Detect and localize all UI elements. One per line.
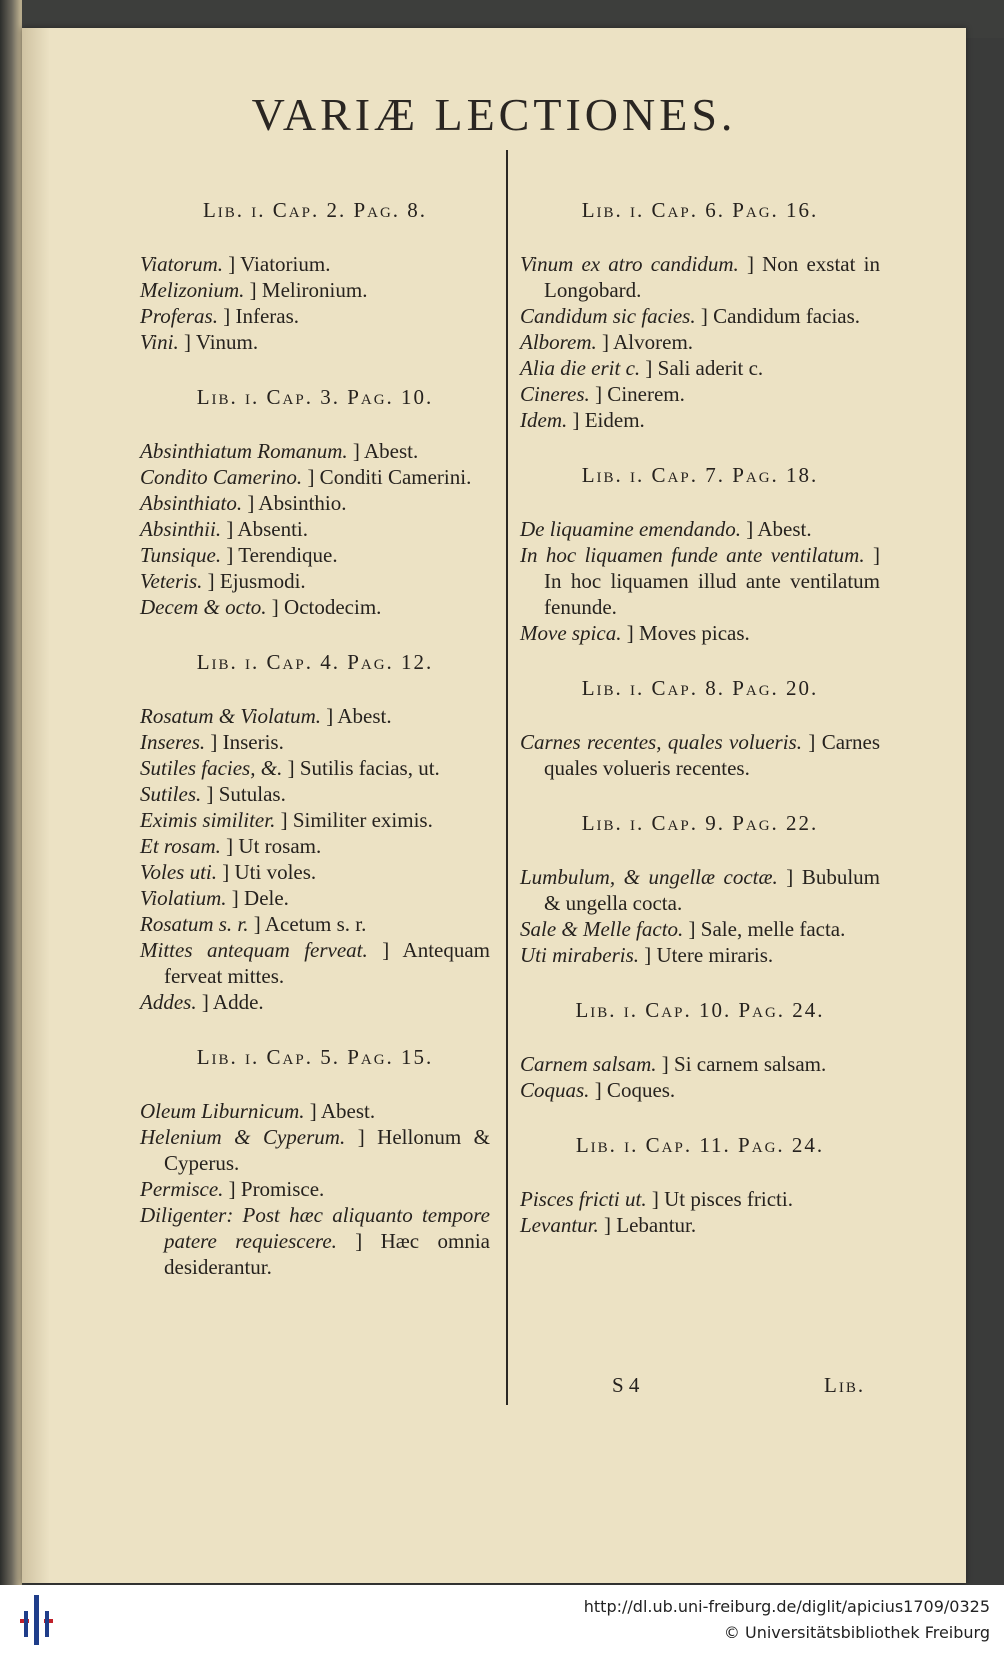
reading-entry xyxy=(140,542,490,568)
reading-entry xyxy=(520,916,880,942)
reading-entry xyxy=(520,729,880,781)
permalink-url[interactable]: http://dl.ub.uni-freiburg.de/diglit/apicius1709/0325 xyxy=(583,1597,990,1616)
book-page xyxy=(22,28,966,1583)
reading: ] In hoc liquamen illud ante ventilatum fenunde. xyxy=(544,543,880,619)
catchword: Lib. xyxy=(824,1373,866,1397)
lemma: Diligenter: Post hæc aliquanto tempore patere requiescere. xyxy=(140,1203,490,1253)
reading: ] Ut rosam. xyxy=(226,834,322,858)
reading-entry xyxy=(140,594,490,620)
column-divider xyxy=(506,150,508,1405)
reading: ] Eidem. xyxy=(572,408,645,432)
lemma: Carnes recentes, quales volueris. xyxy=(520,730,802,754)
lemma: Carnem salsam. xyxy=(520,1052,657,1076)
reading: ] Sali aderit c. xyxy=(645,356,764,380)
section-heading: Lib. i. Cap. 4. Pag. 12. xyxy=(196,650,434,674)
lemma: Permisce. xyxy=(140,1177,224,1201)
section xyxy=(140,1045,490,1280)
lemma: Et rosam. xyxy=(140,834,221,858)
reading: ] Si carnem salsam. xyxy=(661,1052,827,1076)
lemma: Mittes antequam ferveat. xyxy=(140,938,368,962)
reading: ] Sale, melle facta. xyxy=(688,917,846,941)
reading-entry xyxy=(140,329,490,355)
copyright-notice: © Universitätsbibliothek Freiburg xyxy=(723,1623,990,1642)
lemma: Oleum Liburnicum. xyxy=(140,1099,305,1123)
section xyxy=(520,1133,880,1238)
reading: ] Hellonum & Cyperus. xyxy=(164,1125,491,1175)
lemma: Alborem. xyxy=(520,330,597,354)
section-heading: Lib. i. Cap. 11. Pag. 24. xyxy=(575,1133,825,1157)
lemma: Violatium. xyxy=(140,886,227,910)
lemma: Rosatum s. r. xyxy=(140,912,249,936)
reading: ] Abest. xyxy=(746,517,812,541)
reading-entry xyxy=(520,864,880,916)
reading-entry xyxy=(140,251,490,277)
lemma: Veteris. xyxy=(140,569,203,593)
lemma: Viatorum. xyxy=(140,252,224,276)
lemma: Sale & Melle facto. xyxy=(520,917,684,941)
reading-entry xyxy=(140,989,490,1015)
reading: ] Vinum. xyxy=(183,330,259,354)
reading: ] Coques. xyxy=(594,1078,676,1102)
reading-entry xyxy=(520,329,880,355)
reading: ] Octodecim. xyxy=(271,595,382,619)
lemma: Tunsique. xyxy=(140,543,222,567)
reading: ] Candidum facias. xyxy=(700,304,861,328)
reading: ] Sutilis facias, ut. xyxy=(287,756,440,780)
section-heading: Lib. i. Cap. 7. Pag. 18. xyxy=(581,463,819,487)
lemma: Pisces fricti ut. xyxy=(520,1187,647,1211)
reading-entry xyxy=(140,833,490,859)
section xyxy=(520,811,880,968)
lemma: Move spica. xyxy=(520,621,622,645)
reading: ] Hæc omnia desiderantur. xyxy=(164,1229,490,1279)
reading: ] Dele. xyxy=(231,886,289,910)
section xyxy=(520,676,880,781)
lemma: Uti miraberis. xyxy=(520,943,640,967)
footer-bar xyxy=(0,1585,1004,1656)
reading-entry xyxy=(140,464,490,490)
lemma: Candidum sic facies. xyxy=(520,304,696,328)
reading-entry xyxy=(520,516,880,542)
reading-entry xyxy=(520,251,880,303)
lemma: Sutiles. xyxy=(140,782,202,806)
reading: ] Moves picas. xyxy=(626,621,750,645)
reading: ] Melironium. xyxy=(249,278,368,302)
lemma: Proferas. xyxy=(140,304,218,328)
reading-entry xyxy=(140,807,490,833)
lemma: Helenium & Cyperum. xyxy=(140,1125,346,1149)
reading-entry xyxy=(520,303,880,329)
lemma: De liquamine emendando. xyxy=(520,517,742,541)
reading: ] Cinerem. xyxy=(595,382,685,406)
lemma: Sutiles facies, &. xyxy=(140,756,283,780)
section-heading: Lib. i. Cap. 2. Pag. 8. xyxy=(202,198,428,222)
section xyxy=(520,198,880,433)
lemma: Lumbulum, & ungellæ coctæ. xyxy=(520,865,778,889)
reading-entry xyxy=(140,1098,490,1124)
lemma: Absinthiato. xyxy=(140,491,243,515)
reading-entry xyxy=(140,303,490,329)
reading-entry xyxy=(520,407,880,433)
section xyxy=(140,198,490,355)
section xyxy=(140,385,490,620)
reading: ] Antequam ferveat mittes. xyxy=(164,938,490,988)
reading-entry xyxy=(520,1077,880,1103)
reading: ] Carnes quales volueris recentes. xyxy=(544,730,881,780)
section-heading: Lib. i. Cap. 3. Pag. 10. xyxy=(196,385,434,409)
reading-entry xyxy=(140,1124,490,1176)
reading: ] Conditi Camerini. xyxy=(307,465,472,489)
section-heading: Lib. i. Cap. 9. Pag. 22. xyxy=(581,811,819,835)
lemma: Absinthii. xyxy=(140,517,222,541)
lemma: Idem. xyxy=(520,408,568,432)
lemma: Alia die erit c. xyxy=(520,356,641,380)
section xyxy=(140,650,490,1015)
reading: ] Absenti. xyxy=(226,517,309,541)
reading: ] Promisce. xyxy=(228,1177,325,1201)
reading: ] Adde. xyxy=(201,990,264,1014)
lemma: Vinum ex atro candidum. xyxy=(520,252,739,276)
lemma: In hoc liquamen funde ante ventilatum. xyxy=(520,543,865,567)
reading-entry xyxy=(140,729,490,755)
reading-entry xyxy=(520,1186,880,1212)
page-title: VARIÆ LECTIONES. xyxy=(251,89,737,140)
reading: ] Lebantur. xyxy=(604,1213,697,1237)
left-column xyxy=(140,168,490,1280)
reading-entry xyxy=(140,277,490,303)
book-spine xyxy=(0,0,22,1585)
section xyxy=(520,998,880,1103)
reading-entry xyxy=(140,859,490,885)
lemma: Decem & octo. xyxy=(140,595,267,619)
reading-entry xyxy=(140,937,490,989)
reading-entry xyxy=(520,1051,880,1077)
reading: ] Terendique. xyxy=(226,543,338,567)
section-heading: Lib. i. Cap. 6. Pag. 16. xyxy=(581,198,819,222)
lemma: Cineres. xyxy=(520,382,590,406)
lemma: Voles uti. xyxy=(140,860,217,884)
reading-entry xyxy=(140,1202,490,1280)
reading: ] Viatorium. xyxy=(228,252,331,276)
reading-entry xyxy=(520,542,880,620)
reading: ] Abest. xyxy=(326,704,392,728)
reading-entry xyxy=(140,516,490,542)
lemma: Coquas. xyxy=(520,1078,590,1102)
reading: ] Non exstat in Longobard. xyxy=(544,252,880,302)
lemma: Inseres. xyxy=(140,730,206,754)
library-logo-icon xyxy=(14,1593,58,1647)
lemma: Addes. xyxy=(140,990,197,1014)
section-heading: Lib. i. Cap. 8. Pag. 20. xyxy=(581,676,819,700)
reading: ] Similiter eximis. xyxy=(280,808,433,832)
lemma: Vini. xyxy=(140,330,179,354)
reading: ] Abest. xyxy=(309,1099,376,1123)
lemma: Condito Camerino. xyxy=(140,465,303,489)
reading: ] Absinthio. xyxy=(247,491,347,515)
reading: ] Sutulas. xyxy=(206,782,286,806)
lemma: Absinthiatum Romanum. xyxy=(140,439,348,463)
reading: ] Ejusmodi. xyxy=(207,569,306,593)
section-heading: Lib. i. Cap. 5. Pag. 15. xyxy=(196,1045,434,1069)
reading: ] Acetum s. r. xyxy=(253,912,367,936)
reading-entry xyxy=(140,1176,490,1202)
lemma: Levantur. xyxy=(520,1213,599,1237)
reading: ] Inseris. xyxy=(210,730,284,754)
section xyxy=(520,463,880,646)
reading-entry xyxy=(140,911,490,937)
lemma: Eximis similiter. xyxy=(140,808,276,832)
section-heading: Lib. i. Cap. 10. Pag. 24. xyxy=(575,998,825,1022)
reading-entry xyxy=(140,885,490,911)
reading-entry xyxy=(140,781,490,807)
reading: ] Inferas. xyxy=(223,304,300,328)
reading-entry xyxy=(140,490,490,516)
reading: ] Bubulum & ungella cocta. xyxy=(544,865,880,915)
reading-entry xyxy=(140,703,490,729)
reading-entry xyxy=(520,620,880,646)
reading: ] Utere miraris. xyxy=(644,943,774,967)
reading: ] Uti voles. xyxy=(222,860,317,884)
reading-entry xyxy=(140,438,490,464)
reading: ] Alvorem. xyxy=(602,330,694,354)
reading: ] Ut pisces fricti. xyxy=(651,1187,793,1211)
reading-entry xyxy=(520,381,880,407)
signature-mark: S 4 xyxy=(612,1373,640,1397)
lemma: Melizonium. xyxy=(140,278,245,302)
lemma: Rosatum & Violatum. xyxy=(140,704,322,728)
reading-entry xyxy=(520,942,880,968)
reading-entry xyxy=(520,1212,880,1238)
reading: ] Abest. xyxy=(352,439,419,463)
reading-entry xyxy=(520,355,880,381)
reading-entry xyxy=(140,755,490,781)
right-column xyxy=(520,168,880,1238)
reading-entry xyxy=(140,568,490,594)
